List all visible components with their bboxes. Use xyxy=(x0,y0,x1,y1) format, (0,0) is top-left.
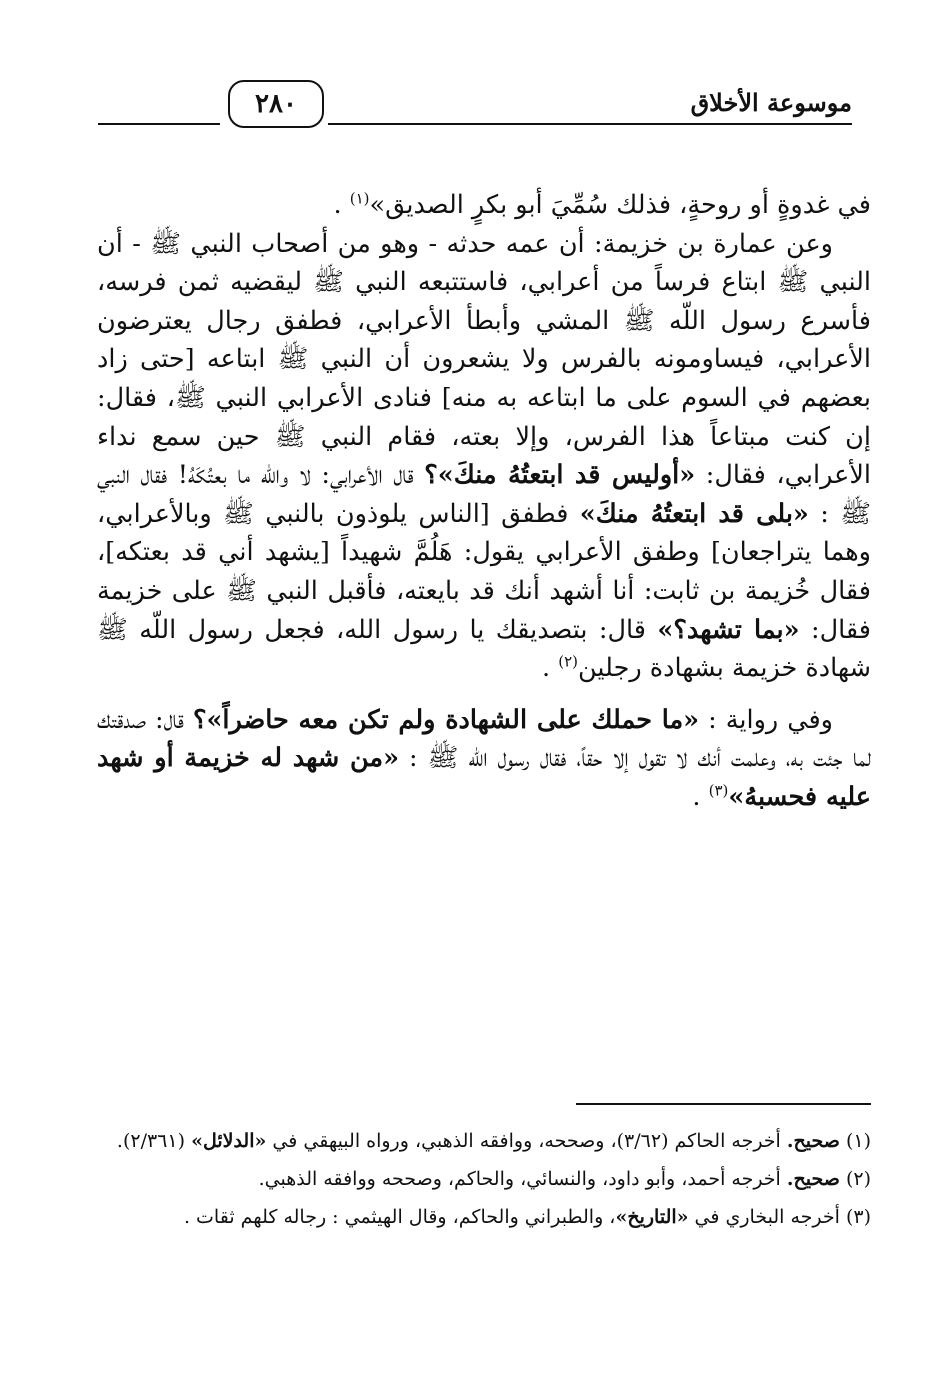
footnote-text: أخرجه الحاكم (٣/٦٢)، وصححه، ووافقه الذهبي، ورواه البيهقي في xyxy=(266,1130,787,1152)
header-rule-short xyxy=(98,123,220,125)
hadith-grade: صحيح. xyxy=(786,1168,840,1190)
footnote xyxy=(97,1124,871,1158)
footnote-reference: (١) xyxy=(349,189,370,208)
footnote-number: (٣) xyxy=(845,1206,871,1228)
hadith-quote: «ما حملك على الشهادة ولم تكن معه حاضراً»؟ xyxy=(192,704,700,735)
paragraph-text: قال الأعرابي: لا واللّه ما بعتُكَهُ! فقال النبي ﷺ : xyxy=(97,460,872,529)
header-rule xyxy=(328,123,852,125)
footnote-separator xyxy=(576,1103,871,1105)
paragraph-end: . xyxy=(333,190,350,220)
footnote xyxy=(97,1162,871,1196)
paragraph-text: وفي رواية : xyxy=(699,704,833,735)
page-number: ٢٨٠ xyxy=(228,80,324,128)
main-text xyxy=(97,186,871,817)
book-name: «الدلائل» xyxy=(191,1130,267,1152)
footnote-text: (٢/٣٦١). xyxy=(116,1130,192,1152)
footnote-text: أخرجه أحمد، وأبو داود، والنسائي، والحاكم، وصححه ووافقه الذهبي. xyxy=(258,1168,787,1190)
footnote-text: ، والطبراني والحاكم، وقال الهيثمي : رجاله كلهم ثقات . xyxy=(183,1206,616,1228)
paragraph xyxy=(97,701,871,817)
paragraph xyxy=(97,186,871,225)
hadith-quote: «من شهد له خزيمة أو شهد عليه فحسبهُ» xyxy=(97,743,871,812)
running-header xyxy=(98,80,852,140)
hadith-quote: «أوليس قد ابتعتُهُ منكَ»؟ xyxy=(424,460,696,491)
footnote xyxy=(97,1200,871,1234)
paragraph-text: قال: صدقتك لما جئت به، وعلمت أنك لا تقول إلا حقاً، فقال رسول اللّه ﷺ : xyxy=(97,704,871,774)
footnotes xyxy=(97,1124,871,1238)
paragraph xyxy=(97,225,871,688)
paragraph-end: . xyxy=(542,653,559,684)
book-title: موسوعة الأخلاق xyxy=(690,88,852,117)
footnote-reference: (٣) xyxy=(708,781,729,800)
paragraph-text: في غدوةٍ أو روحةٍ، فذلك سُمِّيَ أبو بكرٍ الصديق» xyxy=(369,190,871,220)
paragraph-text: وعن عمارة بن خزيمة: أن عمه حدثه - وهو من أصحاب النبي ﷺ - أن النبي ﷺ ابتاع فرساً من أعرابي، فاستتبعه النبي ﷺ ليقضيه ثمن فرسه، فأسرع رسول اللّه ﷺ المشي وأبطأ الأعرابي، فطفق رجال يعترضون الأعرابي، فيساومونه بالفرس ولا يشعرون أن النبي ﷺ ابتاعه [حتى زاد بعضهم في السوم على ما ابتاعه به منه] فنادى الأعرابي النبي ﷺ، فقال: إن كنت مبتاعاً هذا الفرس، وإلا بعته، فقام النبي ﷺ حين سمع نداء الأعرابي، فقال: xyxy=(97,228,871,491)
footnote-number: (١) xyxy=(845,1130,871,1152)
hadith-quote: «بما تشهد؟» xyxy=(657,614,800,645)
paragraph-text: فطفق [الناس يلوذون بالنبي ﷺ وبالأعرابي، وهما يتراجعان] وطفق الأعرابي يقول: هَلُمَّ شهيداً [يشهد أني قد بعتكه]، فقال خُزيمة بن ثابت: أنا أشهد أنك قد بايعته، فأقبل النبي ﷺ على خزيمة فقال: xyxy=(97,498,871,645)
hadith-quote: «بلى قد ابتعتُهُ منكَ» xyxy=(579,498,809,529)
footnote-text: أخرجه البخاري في xyxy=(688,1206,846,1228)
paragraph-end: . xyxy=(692,781,709,812)
book-name: «التاريخ» xyxy=(615,1206,689,1228)
footnote-number: (٢) xyxy=(845,1168,871,1190)
paragraph-text: قال: بتصديقك يا رسول الله، فجعل رسول اللّه ﷺ شهادة خزيمة بشهادة رجلين xyxy=(97,614,871,684)
hadith-grade: صحيح. xyxy=(786,1130,840,1152)
footnote-reference: (٢) xyxy=(558,652,579,671)
